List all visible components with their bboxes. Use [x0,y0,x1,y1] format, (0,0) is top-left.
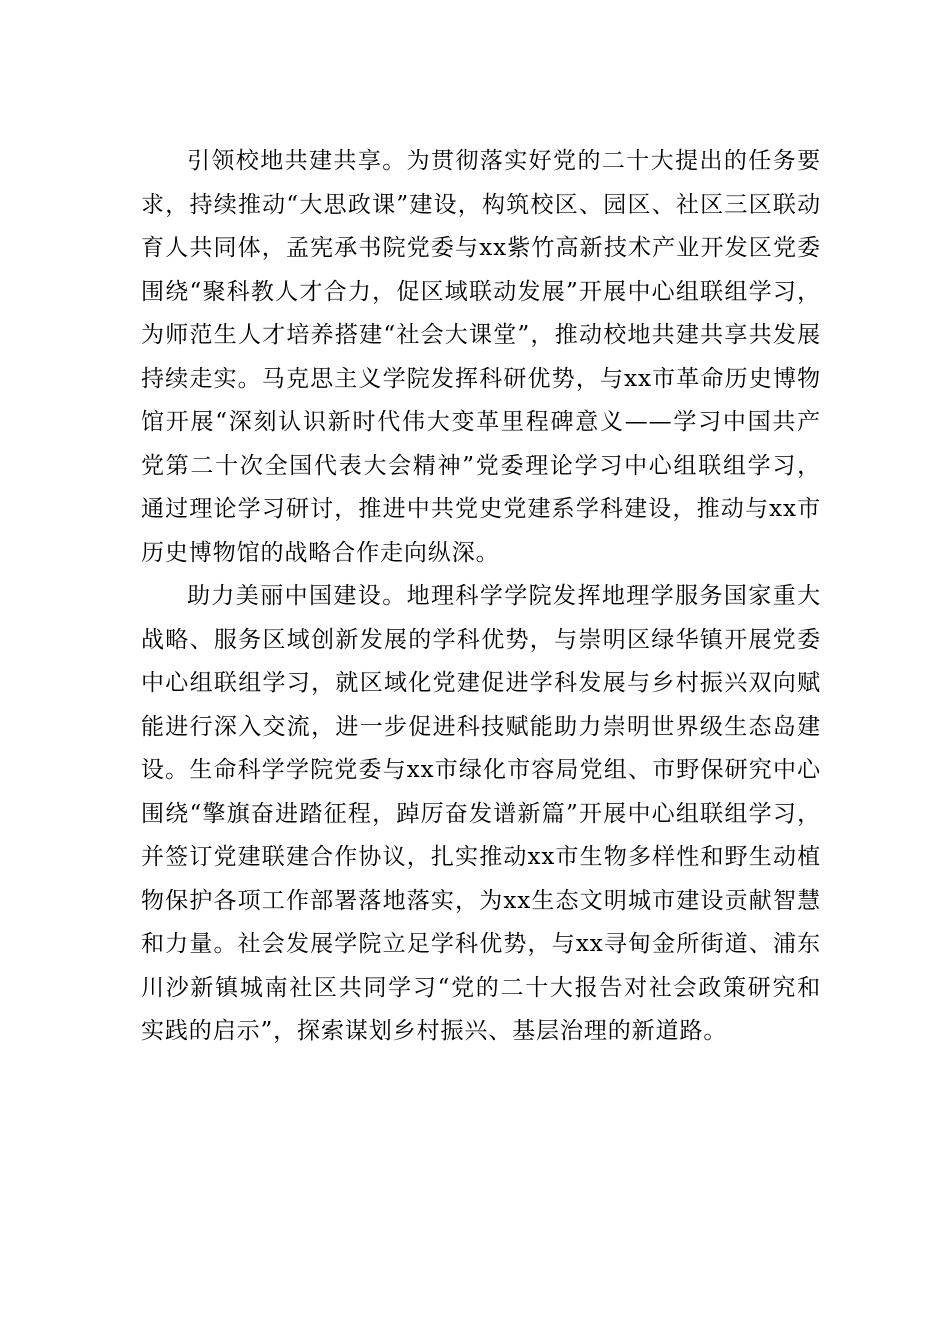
paragraph-campus-local-cooperation: 引领校地共建共享。为贯彻落实好党的二十大提出的任务要求，持续推动“大思政课”建设，构筑校区、园区、社区三区联动育人共同体，孟宪承书院党委与xx紫竹高新技术产业开发区党委围绕“聚科教人才合力，促区域联动发展”开展中心组联组学习，为师范生人才培养搭建“社会大课堂”，推动校地共建共享共发展持续走实。马克思主义学院发挥科研优势，与xx市革命历史博物馆开展“深刻认识新时代伟大变革里程碑意义——学习中国共产党第二十次全国代表大会精神”党委理论学习中心组联组学习，通过理论学习研讨，推进中共党史党建系学科建设，推动与xx市历史博物馆的战略合作走向纵深。 [141,148,821,566]
document-body [141,140,821,1054]
paragraph-beautiful-china: 助力美丽中国建设。地理科学学院发挥地理学服务国家重大战略、服务区域创新发展的学科优势，与崇明区绿华镇开展党委中心组联组学习，就区域化党建促进学科发展与乡村振兴双向赋能进行深入交流，进一步促进科技赋能助力崇明世界级生态岛建设。生命科学学院党委与xx市绿化市容局党组、市野保研究中心围绕“擎旗奋进踏征程，踔厉奋发谱新篇”开展中心组联组学习，并签订党建联建合作协议，扎实推动xx市生物多样性和野生动植物保护各项工作部署落地落实，为xx生态文明城市建设贡献智慧和力量。社会发展学院立足学科优势，与xx寻甸金所街道、浦东川沙新镇城南社区共同学习“党的二十大报告对社会政策研究和实践的启示”，探索谋划乡村振兴、基层治理的新道路。 [141,583,821,1044]
